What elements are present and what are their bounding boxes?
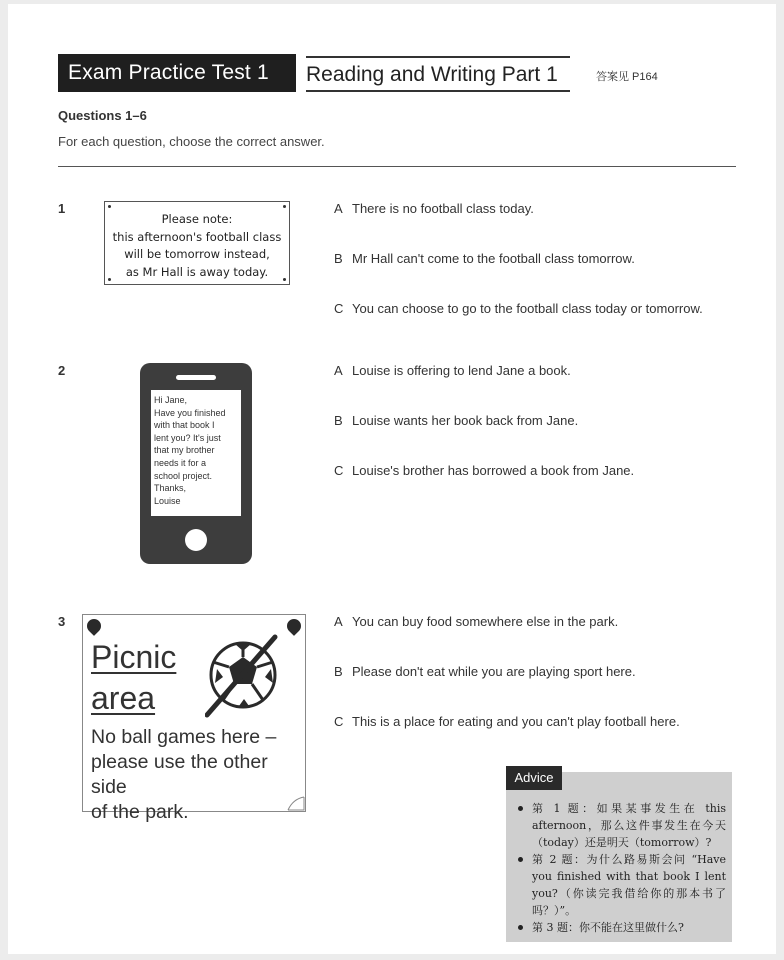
message-line: Louise: [154, 495, 181, 506]
option-text: You can buy food somewhere else in the park.: [352, 614, 619, 629]
option-letter: B: [334, 413, 343, 428]
phone-speaker: [176, 375, 216, 380]
message-line: needs it for a: [154, 457, 207, 468]
option-letter: B: [334, 664, 343, 679]
option-letter: B: [334, 251, 343, 266]
section-divider: [58, 166, 736, 167]
advice-box: [506, 772, 732, 942]
message-line: with that book I: [154, 420, 215, 431]
note-line: this afternoon's football class: [112, 229, 282, 244]
option-1c[interactable]: [334, 301, 703, 316]
option-text: You can choose to go to the football class today or tomorrow.: [352, 301, 703, 316]
notice-card: [104, 201, 290, 285]
question-number-3: 3: [58, 614, 66, 629]
note-line: Please note:: [161, 212, 233, 226]
option-2c[interactable]: [334, 463, 634, 478]
test-title: Exam Practice Test 1: [58, 54, 296, 92]
option-text: Please don't eat while you are playing sport here.: [352, 664, 636, 679]
option-letter: C: [334, 714, 344, 729]
advice-label: Advice: [506, 766, 562, 790]
option-1a[interactable]: [334, 201, 534, 216]
page-curl-icon: [285, 795, 305, 811]
option-2a[interactable]: [334, 363, 571, 378]
message-line: Hi Jane,: [154, 395, 188, 405]
option-letter: A: [334, 201, 343, 216]
option-3c[interactable]: [334, 714, 680, 729]
option-text: Louise's brother has borrowed a book from Jane.: [352, 463, 635, 478]
option-letter: A: [334, 363, 343, 378]
option-letter: C: [334, 463, 344, 478]
phone-screen: [151, 390, 241, 516]
note-line: will be tomorrow instead,: [124, 247, 270, 261]
advice-item: 第 3 题：你不能在这里做什么?: [514, 919, 726, 936]
message-line: lent you? It's just: [154, 432, 221, 443]
option-text: Louise wants her book back from Jane.: [352, 413, 579, 428]
advice-item: 第 1 题：如果某事发生在 this afternoon，那么这件事发生在今天（today）还是明天（tomorrow）?: [514, 800, 726, 851]
option-2b[interactable]: [334, 413, 578, 428]
option-3b[interactable]: [334, 664, 636, 679]
message-line: Have you finished: [154, 407, 226, 418]
option-1b[interactable]: [334, 251, 635, 266]
pushpin-icon: [84, 616, 104, 636]
corner-dot: [283, 205, 286, 208]
option-text: There is no football class today.: [352, 201, 534, 216]
option-letter: C: [334, 301, 344, 316]
answer-reference: 答案见 P164: [596, 71, 658, 83]
corner-dot: [283, 278, 286, 281]
note-line: as Mr Hall is away today.: [125, 264, 269, 279]
option-text: Mr Hall can't come to the football class tomorrow.: [352, 251, 635, 266]
part-title: Reading and Writing Part 1: [306, 56, 570, 92]
corner-dot: [108, 205, 111, 208]
sign-body-line: please use the other side: [91, 751, 268, 798]
worksheet-page: [8, 4, 776, 954]
questions-heading: Questions 1–6: [58, 108, 147, 123]
message-line: school project.: [154, 470, 213, 481]
advice-item: 第 2 题：为什么路易斯会问 “Have you finished with that book I lent you?（你读完我借给你的那本书了吗？）”。: [514, 851, 726, 919]
corner-dot: [108, 278, 111, 281]
sign-title-line: area: [91, 680, 156, 716]
option-text: This is a place for eating and you can't play football here.: [352, 714, 680, 729]
option-letter: A: [334, 614, 343, 629]
sign-body-line: of the park.: [91, 801, 189, 823]
no-ball-games-icon: [205, 629, 285, 719]
picnic-sign: [82, 614, 306, 823]
message-line: that my brother: [154, 445, 215, 456]
instruction-text: For each question, choose the correct answer.: [58, 134, 325, 149]
pushpin-icon: [284, 616, 304, 636]
phone-home-button: [185, 529, 207, 551]
sign-title-line: Picnic: [91, 639, 177, 675]
sign-body-line: No ball games here –: [91, 726, 277, 748]
question-number-1: 1: [58, 201, 66, 216]
option-text: Louise is offering to lend Jane a book.: [352, 363, 571, 378]
option-3a[interactable]: [334, 614, 618, 629]
phone-illustration: [140, 363, 252, 564]
message-line: Thanks,: [154, 483, 187, 494]
question-number-2: 2: [58, 363, 66, 378]
advice-list: [514, 800, 726, 936]
